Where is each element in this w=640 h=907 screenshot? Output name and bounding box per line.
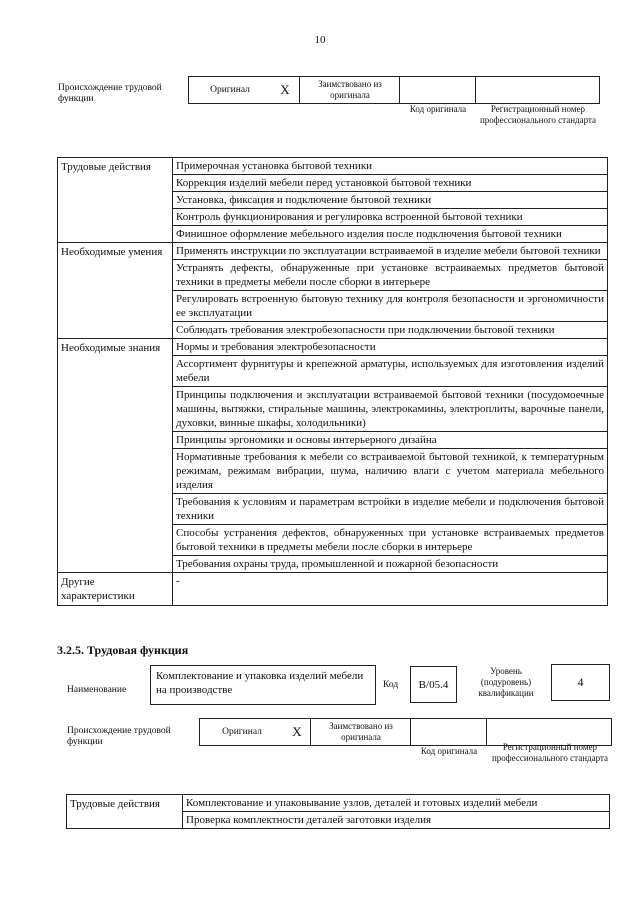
registration-number-label-2: Регистрационный номер профессионального стандарта bbox=[491, 742, 609, 763]
original-mark-2: X bbox=[292, 724, 302, 739]
origin-label: Происхождение трудовой функции bbox=[58, 83, 162, 104]
registration-number-label: Регистрационный номер профессионального стандарта bbox=[479, 104, 597, 125]
required-knowledge-item: Нормативные требования к мебели со встраиваемой бытовой техникой, к температурным режимам, режимам вибрации, шума, наличию влаги с учетом материала мебельного изделия bbox=[173, 449, 608, 494]
required-knowledge-item: Принципы подключения и эксплуатации встраиваемой бытовой техники (посудомоечные машины, вытяжки, стиральные машины, электрокамины, электроплиты, варочные панели, духовки, винные шкафы, холодильники) bbox=[173, 387, 608, 432]
original-option-2: Оригинал bbox=[222, 726, 262, 737]
required-skills-item: Регулировать встроенную бытовую технику для контроля безопасности и эргономичности ее эксплуатации bbox=[173, 291, 608, 322]
original-option: Оригинал bbox=[210, 84, 250, 95]
section-title: 3.2.5. Трудовая функция bbox=[57, 643, 189, 657]
required-skills-item: Устранять дефекты, обнаруженные при установке встраиваемых предметов бытовой техники в предметы мебели после сборки в интерьере bbox=[173, 260, 608, 291]
labor-actions-header: Трудовые действия bbox=[58, 158, 173, 243]
required-skills-item: Соблюдать требования электробезопасности при подключении бытовой техники bbox=[173, 322, 608, 339]
origin-label-2: Происхождение трудовой функции bbox=[67, 726, 171, 747]
required-knowledge-item: Ассортимент фурнитуры и крепежной арматуры, используемых для изготовления изделий мебели bbox=[173, 356, 608, 387]
table-row bbox=[58, 339, 608, 356]
other-characteristics-item: - bbox=[173, 573, 608, 606]
function-code: B/05.4 bbox=[410, 666, 457, 703]
qualification-level: 4 bbox=[551, 664, 610, 701]
other-characteristics-header: Другие характеристики bbox=[58, 573, 173, 606]
name-label: Наименование bbox=[67, 685, 127, 695]
code-original-label: Код оригинала bbox=[409, 104, 467, 114]
origin-box bbox=[188, 76, 600, 104]
labor-actions-item: Установка, фиксация и подключение бытовой техники bbox=[173, 192, 608, 209]
labor-actions-item-2: Проверка комплектности деталей заготовки изделия bbox=[183, 812, 610, 829]
labor-actions-item: Финишное оформление мебельного изделия после подключения бытовой техники bbox=[173, 226, 608, 243]
original-mark: X bbox=[280, 82, 290, 97]
table-row bbox=[58, 243, 608, 260]
required-knowledge-item: Требования охраны труда, промышленной и пожарной безопасности bbox=[173, 556, 608, 573]
labor-actions-item: Коррекция изделий мебели перед установкой бытовой техники bbox=[173, 175, 608, 192]
required-skills-header: Необходимые умения bbox=[58, 243, 173, 339]
required-skills-item: Применять инструкции по эксплуатации встраиваемой в изделие мебели бытовой техники bbox=[173, 243, 608, 260]
table-row bbox=[67, 795, 610, 812]
required-knowledge-item: Принципы эргономики и основы интерьерного дизайна bbox=[173, 432, 608, 449]
function-name: Комплектование и упаковка изделий мебели на производстве bbox=[150, 665, 376, 705]
table-row bbox=[58, 573, 608, 606]
required-knowledge-item: Способы устранения дефектов, обнаруженных при установке встраиваемых предметов бытовой техники в предметы мебели после сборки в интерьере bbox=[173, 525, 608, 556]
borrowed-option-2: Заимствовано из оригинала bbox=[329, 721, 393, 742]
table-row bbox=[58, 158, 608, 175]
labor-actions-header-2: Трудовые действия bbox=[67, 795, 183, 829]
code-label: Код bbox=[383, 680, 399, 690]
borrowed-option: Заимствовано из оригинала bbox=[318, 79, 382, 100]
qualification-level-label: Уровень (подуровень) квалификации bbox=[478, 666, 534, 698]
page-number: 10 bbox=[314, 34, 326, 46]
labor-function-table bbox=[57, 157, 608, 606]
required-knowledge-header: Необходимые знания bbox=[58, 339, 173, 573]
labor-actions-item: Контроль функционирования и регулировка встроенной бытовой техники bbox=[173, 209, 608, 226]
code-original-label-2: Код оригинала bbox=[420, 746, 478, 756]
required-knowledge-item: Требования к условиям и параметрам встройки в изделие мебели и подключения бытовой техники bbox=[173, 494, 608, 525]
required-knowledge-item: Нормы и требования электробезопасности bbox=[173, 339, 608, 356]
labor-actions-item-2: Комплектование и упаковывание узлов, деталей и готовых изделий мебели bbox=[183, 795, 610, 812]
labor-actions-table-2 bbox=[66, 794, 610, 829]
labor-actions-item: Примерочная установка бытовой техники bbox=[173, 158, 608, 175]
